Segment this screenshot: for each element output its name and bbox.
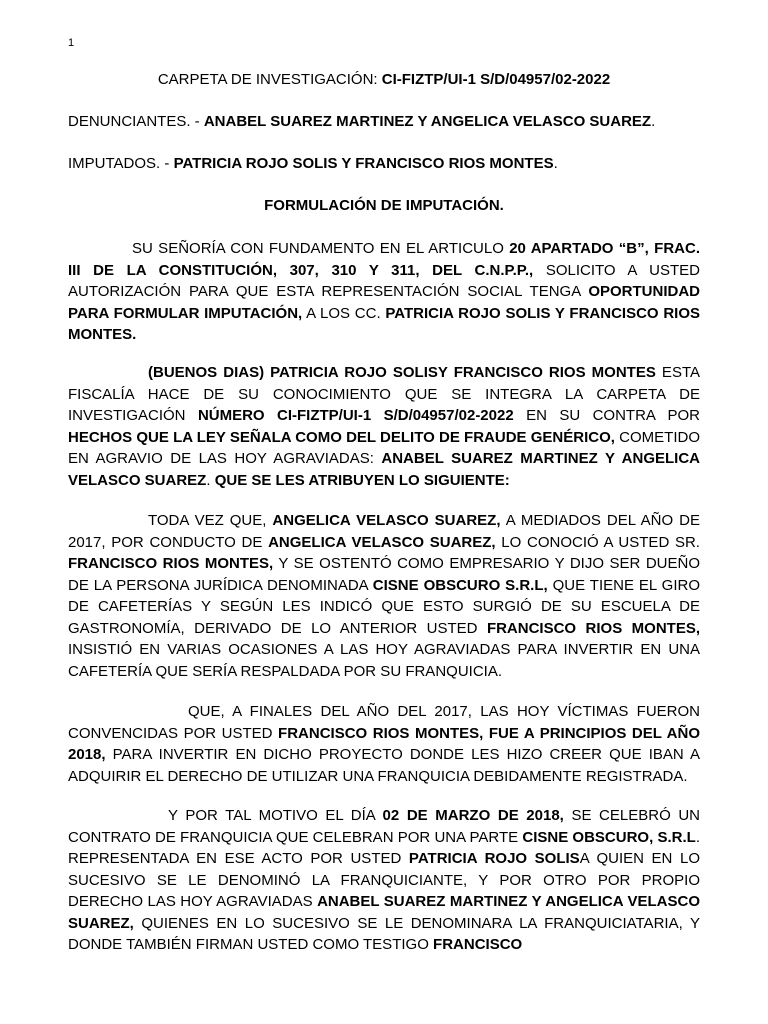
accused-line bbox=[68, 153, 700, 175]
p5-text-5: QUIENES EN LO SUCESIVO SE LE DENOMINARA LA FRANQUICIATARIA, Y DONDE TAMBIÉN FIRMAN USTED COMO TESTIGO bbox=[68, 914, 700, 953]
p5-text-1: Y POR TAL MOTIVO EL DÍA bbox=[168, 807, 383, 824]
p5-text-3: . REPRESENTADA EN ESE ACTO POR USTED bbox=[68, 828, 700, 867]
p5-bold-5: FRANCISCO bbox=[433, 936, 523, 953]
accused-label: IMPUTADOS. - bbox=[68, 155, 174, 172]
p3-bold-5: FRANCISCO RIOS MONTES, bbox=[486, 619, 700, 637]
p4-text-1: QUE, A FINALES DEL AÑO DEL 2017, LAS HOY VÍCTIMAS FUERON CONVENCIDAS POR USTED bbox=[68, 703, 700, 742]
paragraph-2 bbox=[68, 362, 700, 491]
case-file-line bbox=[68, 69, 700, 91]
p2-bold-5: QUE SE LES ATRIBUYEN LO SIGUIENTE: bbox=[214, 471, 510, 489]
p1-bold-2: OPORTUNIDAD PARA FORMULAR IMPUTACIÓN, bbox=[68, 283, 700, 322]
heading-text: FORMULACIÓN DE IMPUTACIÓN. bbox=[264, 197, 504, 214]
p5-bold-1: 02 DE MARZO DE 2018, bbox=[382, 807, 564, 824]
p4-text-2: PARA INVERTIR EN DICHO PROYECTO DONDE LES HIZO CREER QUE IBAN A ADQUIRIR EL DERECHO DE UTILIZAR UNA FRANQUICIA DEBIDAMENTE REGISTRADA. bbox=[68, 746, 700, 785]
case-file-number: CI-FIZTP/UI-1 S/D/04957/02-2022 bbox=[381, 71, 611, 88]
paragraph-5 bbox=[68, 805, 700, 956]
complainants-line bbox=[68, 111, 700, 133]
p3-text-5: QUE TIENE EL GIRO DE CAFETERÍAS Y SEGÚN LES INDICÓ QUE ESTO SURGIÓ DE SU ESCUELA DE GASTRONOMÍA, DERIVADO DE LO ANTERIOR USTED bbox=[68, 576, 700, 637]
accused-end: . bbox=[553, 155, 558, 172]
p3-text-3: LO CONOCIÓ A USTED SR. bbox=[495, 533, 700, 551]
p3-bold-3: FRANCISCO RIOS MONTES, bbox=[68, 555, 274, 572]
p2-text-1: ESTA FISCALÍA HACE DE SU CONOCIMIENTO QUE SE INTEGRA LA CARPETA DE INVESTIGACIÓN bbox=[68, 364, 701, 424]
p4-bold-1: FRANCISCO RIOS MONTES, FUE A PRINCIPIOS DEL AÑO 2018, bbox=[68, 724, 700, 763]
section-heading bbox=[68, 195, 700, 217]
p3-bold-2: ANGELICA VELASCO SUAREZ, bbox=[268, 533, 496, 551]
p2-text-3: COMETIDO EN AGRAVIO DE LAS HOY AGRAVIADAS: bbox=[68, 428, 700, 467]
complainants-label: DENUNCIANTES. - bbox=[68, 113, 204, 130]
p2-text-4: . bbox=[206, 471, 215, 489]
paragraph-4 bbox=[68, 701, 700, 787]
case-file-label: CARPETA DE INVESTIGACIÓN: bbox=[157, 71, 382, 88]
p5-text-2: SE CELEBRÓ UN CONTRATO DE FRANQUICIA QUE CELEBRAN POR UNA PARTE bbox=[68, 807, 701, 846]
p5-bold-3: PATRICIA ROJO SOLIS bbox=[408, 850, 580, 867]
p3-text-2: A MEDIADOS DEL AÑO DE 2017, POR CONDUCTO DE bbox=[68, 512, 700, 551]
p5-bold-4: ANABEL SUAREZ MARTINEZ Y ANGELICA VELASCO SUAREZ, bbox=[68, 893, 700, 932]
p1-bold-3: PATRICIA ROJO SOLIS Y FRANCISCO RIOS MONTES. bbox=[68, 304, 700, 343]
p5-bold-2: CISNE OBSCURO, S.R.L bbox=[522, 828, 696, 846]
p3-text-6: INSISTIÓ EN VARIAS OCASIONES A LAS HOY AGRAVIADAS PARA INVERTIR EN UNA CAFETERÍA QUE SERÍA RESPALDADA POR SU FRANQUICIA. bbox=[68, 641, 700, 680]
accused-names: PATRICIA ROJO SOLIS Y FRANCISCO RIOS MONTES bbox=[173, 155, 554, 172]
page-number: 1 bbox=[68, 37, 75, 49]
p1-bold-1: 20 APARTADO “B”, FRAC. III DE LA CONSTITUCIÓN, 307, 310 Y 311, DEL C.N.P.P., bbox=[68, 240, 700, 279]
p2-bold-3: HECHOS QUE LA LEY SEÑALA COMO DEL DELITO DE FRAUDE GENÉRICO, bbox=[68, 428, 615, 446]
p5-text-4: A QUIEN EN LO SUCESIVO SE LE DENOMINÓ LA FRANQUICIANTE, Y POR OTRO POR PROPIO DERECHO LAS HOY AGRAVIADAS bbox=[68, 850, 700, 910]
p1-text-1: SU SEÑORÍA CON FUNDAMENTO EN EL ARTICULO bbox=[132, 240, 510, 257]
p3-text-1: TODA VEZ QUE, bbox=[148, 512, 273, 529]
p3-text-4: Y SE OSTENTÓ COMO EMPRESARIO Y DIJO SER DUEÑO DE LA PERSONA JURÍDICA DENOMINADA bbox=[68, 555, 700, 594]
paragraph-3 bbox=[68, 510, 700, 682]
complainants-names: ANABEL SUAREZ MARTINEZ Y ANGELICA VELASCO SUAREZ bbox=[203, 113, 652, 130]
paragraph-1 bbox=[68, 238, 700, 346]
p2-bold-4: ANABEL SUAREZ MARTINEZ Y ANGELICA VELASCO SUAREZ bbox=[68, 450, 700, 489]
p3-bold-1: ANGELICA VELASCO SUAREZ, bbox=[272, 512, 501, 529]
p3-bold-4: CISNE OBSCURO S.R.L, bbox=[372, 576, 548, 594]
p2-text-2: EN SU CONTRA POR bbox=[513, 407, 701, 424]
p1-text-3: A LOS CC. bbox=[302, 304, 386, 322]
p1-text-2: SOLICITO A USTED AUTORIZACIÓN PARA QUE ESTA REPRESENTACIÓN SOCIAL TENGA bbox=[68, 261, 700, 300]
p2-bold-1: (BUENOS DIAS) PATRICIA ROJO SOLISY FRANCISCO RIOS MONTES bbox=[148, 364, 656, 381]
p2-bold-2: NÚMERO CI-FIZTP/UI-1 S/D/04957/02-2022 bbox=[197, 407, 514, 424]
complainants-end: . bbox=[651, 113, 656, 130]
